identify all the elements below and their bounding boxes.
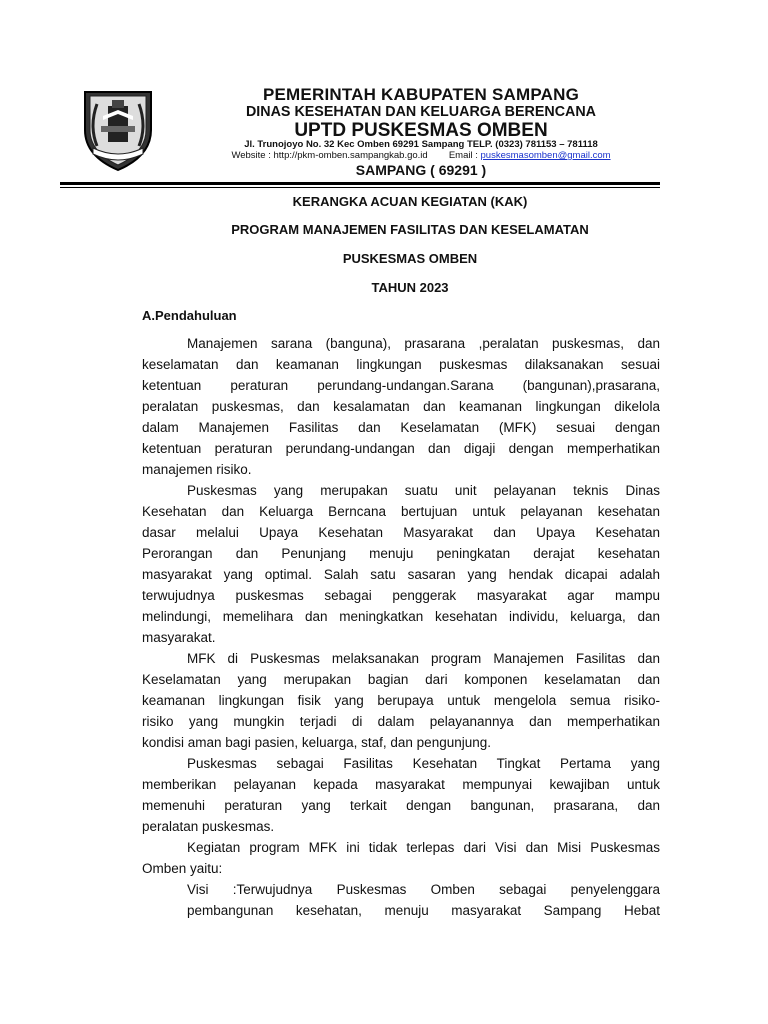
- body-line: melindungi, memelihara dan meningkatkan kesehatan individu, keluarga, dan: [142, 609, 660, 624]
- letterhead-institution: UPTD PUSKESMAS OMBEN: [294, 120, 548, 141]
- website-text: Website : http://pkm-omben.sampangkab.go.id: [231, 150, 428, 161]
- body-line: keamanan lingkungan fisik yang berupaya untuk mengelola semua risiko-: [142, 693, 660, 708]
- body-line: Omben yaitu:: [142, 861, 223, 876]
- body-line: Puskesmas sebagai Fasilitas Kesehatan Tingkat Pertama yang: [187, 756, 660, 771]
- program-title: PROGRAM MANAJEMEN FASILITAS DAN KESELAMATAN: [231, 222, 589, 237]
- body-line: Kegiatan program MFK ini tidak terlepas dari Visi dan Misi Puskesmas: [187, 840, 660, 855]
- body-line: dalam Manajemen Fasilitas dan Keselamatan (MFK) sesuai dengan: [142, 420, 660, 435]
- body-line: Kesehatan dan Keluarga Berncana bertujuan untuk pelayanan kesehatan: [142, 504, 660, 519]
- body-line: dasar melalui Upaya Kesehatan Masyarakat dan Upaya Kesehatan: [142, 525, 660, 540]
- body-line: Visi :Terwujudnya Puskesmas Omben sebagai penyelenggara: [187, 882, 660, 897]
- body-line: memberikan pelayanan kepada masyarakat mempunyai kewajiban untuk: [142, 777, 660, 792]
- body-line: risiko yang mungkin terjadi di dalam pelayanannya dan memperhatikan: [142, 714, 660, 729]
- body-line: peralatan puskesmas.: [142, 819, 275, 834]
- body-line: masyarakat yang optimal. Salah satu sasaran yang hendak dicapai adalah: [142, 567, 660, 582]
- letterhead-city: SAMPANG ( 69291 ): [355, 162, 487, 178]
- body-line: manajemen risiko.: [142, 462, 252, 477]
- body-line: kondisi aman bagi pasien, keluarga, staf, dan pengunjung.: [142, 735, 491, 750]
- body-line: Perorangan dan Penunjang menuju peningkatan derajat kesehatan: [142, 546, 660, 561]
- body-line: masyarakat.: [142, 630, 216, 645]
- body-line: Puskesmas yang merupakan suatu unit pelayanan teknis Dinas: [187, 483, 660, 498]
- letterhead-address: Jl. Trunojoyo No. 32 Kec Omben 69291 Sampang TELP. (0323) 781153 – 781118: [244, 139, 598, 150]
- institution-title: PUSKESMAS OMBEN: [342, 251, 478, 266]
- body-line: memenuhi peraturan yang terkait dengan bangunan, prasarana, dan: [142, 798, 660, 813]
- body-line: ketentuan peraturan perundang-undangan dan digaji dengan memperhatikan: [142, 441, 660, 456]
- body-line: keselamatan dan keamanan lingkungan puskesmas dilaksanakan sesuai: [142, 357, 660, 372]
- letterhead-divider-thin: [60, 187, 660, 188]
- body-line: terwujudnya puskesmas sebagai penggerak masyarakat agar mampu: [142, 588, 660, 603]
- letterhead-contact: [190, 151, 652, 161]
- sampang-regency-emblem-icon: [75, 86, 161, 172]
- letterhead-divider-thick: [60, 182, 660, 185]
- year-title: TAHUN 2023: [371, 280, 449, 295]
- body-line: MFK di Puskesmas melaksanakan program Manajemen Fasilitas dan: [187, 651, 660, 666]
- document-title: KERANGKA ACUAN KEGIATAN (KAK): [292, 194, 528, 209]
- body-line: Manajemen sarana (banguna), prasarana ,peralatan puskesmas, dan: [187, 336, 660, 351]
- body-line: Keselamatan yang merupakan bagian dari komponen keselamatan dan: [142, 672, 660, 687]
- email-label: Email :: [448, 150, 478, 161]
- body-line: peralatan puskesmas, dan kesalamatan dan keamanan lingkungan dikelola: [142, 399, 660, 414]
- section-heading: A.Pendahuluan: [142, 308, 237, 323]
- letterhead-government: PEMERINTAH KABUPATEN SAMPANG: [262, 85, 579, 104]
- letterhead-department: DINAS KESEHATAN DAN KELUARGA BERENCANA: [245, 104, 596, 120]
- body-line: pembangunan kesehatan, menuju masyarakat Sampang Hebat: [187, 903, 660, 918]
- email-link[interactable]: puskesmasomben@gmail.com: [480, 150, 611, 161]
- body-line: ketentuan peraturan perundang-undangan.Sarana (bangunan),prasarana,: [142, 378, 660, 393]
